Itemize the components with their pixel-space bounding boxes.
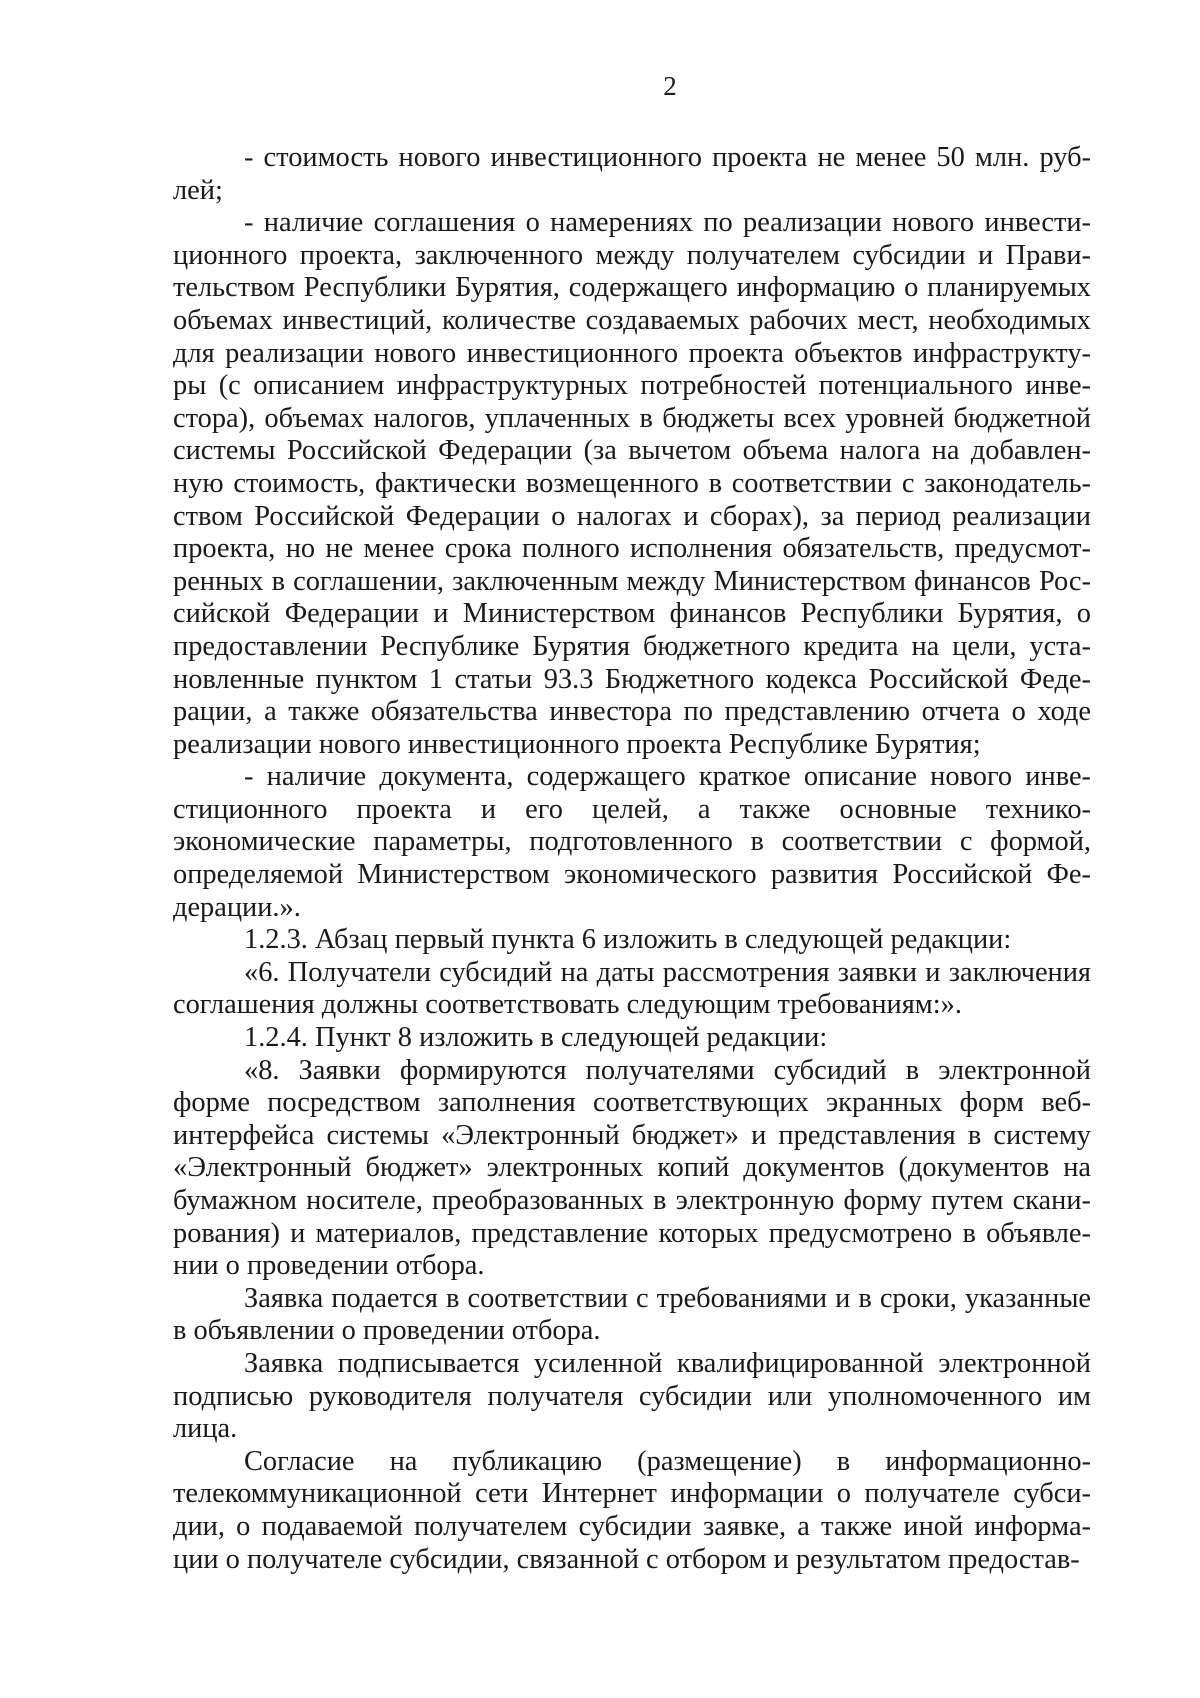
text-line: телекоммуникационной сети Интернет информации о получателе субси- — [173, 1478, 1091, 1510]
paragraph — [173, 1446, 1091, 1576]
paragraph — [173, 1022, 1091, 1055]
text-line: бумажном носителе, преобразованных в электронную форму путем скани- — [173, 1185, 1091, 1216]
text-line: объемах инвестиций, количестве создаваемых рабочих мест, необходимых — [173, 304, 1091, 336]
text-line: системы Российской Федерации (за вычетом объема налога на добавлен- — [173, 435, 1091, 467]
text-line: стиционного проекта и его целей, а также основные технико- — [173, 793, 1091, 825]
text-line: соглашения должны соответствовать следующим требованиям:». — [173, 989, 962, 1021]
text-line: - наличие соглашения о намерениях по реализации нового инвести- — [244, 207, 1091, 239]
text-line: 1.2.3. Абзац первый пункта 6 изложить в следующей редакции: — [244, 924, 1012, 956]
text-line: - наличие документа, содержащего краткое описание нового инве- — [244, 761, 1091, 793]
text-line: «6. Получатели субсидий на даты рассмотрения заявки и заключения — [244, 956, 1091, 988]
text-line: новленные пунктом 1 статьи 93.3 Бюджетного кодекса Российской Феде- — [173, 663, 1091, 695]
paragraph — [173, 142, 1091, 207]
text-line: для реализации нового инвестиционного проекта объектов инфраструкту- — [173, 337, 1091, 369]
text-line: в объявлении о проведении отбора. — [173, 1315, 601, 1347]
text-line: стора), объемах налогов, уплаченных в бюджеты всех уровней бюджетной — [173, 402, 1091, 434]
text-line: интерфейса системы «Электронный бюджет» и представления в систему — [173, 1119, 1091, 1151]
text-line: определяемой Министерством экономического развития Российской Фе- — [173, 859, 1091, 891]
text-line: Заявка подписывается усиленной квалифицированной электронной — [244, 1347, 1091, 1379]
paragraph — [173, 1348, 1091, 1446]
page-number: 2 — [663, 71, 677, 101]
text-line: «8. Заявки формируются получателями субсидий в электронной — [244, 1054, 1091, 1086]
paragraph — [173, 207, 1091, 761]
text-line: 1.2.4. Пункт 8 изложить в следующей редакции: — [244, 1022, 828, 1054]
text-line: форме посредством заполнения соответствующих экранных форм веб- — [173, 1087, 1091, 1119]
text-line: лица. — [173, 1413, 238, 1445]
text-line: лей; — [173, 174, 223, 206]
text-line: тельством Республики Бурятия, содержащего информацию о планируемых — [173, 272, 1091, 304]
text-line: ренных в соглашении, заключенным между Министерством финансов Рос- — [173, 565, 1091, 597]
text-line: ционного проекта, заключенного между получателем субсидии и Прави- — [173, 239, 1091, 271]
text-line: дии, о подаваемой получателем субсидии заявке, а также иной информа- — [173, 1510, 1091, 1542]
text-line: нии о проведении отбора. — [173, 1250, 485, 1282]
document-body — [173, 142, 1091, 1576]
text-line: рации, а также обязательства инвестора по представлению отчета о ходе — [173, 696, 1091, 728]
text-line: экономические параметры, подготовленного в соответствии с формой, — [173, 826, 1091, 858]
text-line: дерации.». — [173, 891, 301, 923]
text-line: ством Российской Федерации о налогах и сборах), за период реализации — [173, 500, 1091, 532]
text-line: Согласие на публикацию (размещение) в информационно- — [244, 1445, 1091, 1477]
text-line: ры (с описанием инфраструктурных потребностей потенциального инве- — [173, 370, 1091, 402]
text-line: Заявка подается в соответствии с требованиями и в сроки, указанные — [244, 1282, 1091, 1314]
text-line: ции о получателе субсидии, связанной с отбором и результатом предостав- — [173, 1543, 1080, 1575]
paragraph — [173, 924, 1091, 957]
paragraph — [173, 1283, 1091, 1348]
paragraph — [173, 957, 1091, 1022]
text-line: «Электронный бюджет» электронных копий документов (документов на — [173, 1152, 1091, 1184]
text-line: проекта, но не менее срока полного исполнения обязательств, предусмот- — [173, 533, 1091, 565]
paragraph — [173, 1055, 1091, 1283]
paragraph — [173, 761, 1091, 924]
text-line: рования) и материалов, представление которых предусмотрено в объявле- — [173, 1217, 1091, 1249]
text-line: - стоимость нового инвестиционного проекта не менее 50 млн. руб- — [244, 142, 1091, 173]
text-line: ную стоимость, фактически возмещенного в соответствии с законодатель- — [173, 467, 1091, 499]
text-line: предоставлении Республике Бурятия бюджетного кредита на цели, уста- — [173, 630, 1091, 662]
text-line: реализации нового инвестиционного проекта Республике Бурятия; — [173, 728, 981, 760]
text-line: сийской Федерации и Министерством финансов Республики Бурятия, о — [173, 598, 1091, 630]
text-line: подписью руководителя получателя субсидии или уполномоченного им — [173, 1380, 1091, 1412]
